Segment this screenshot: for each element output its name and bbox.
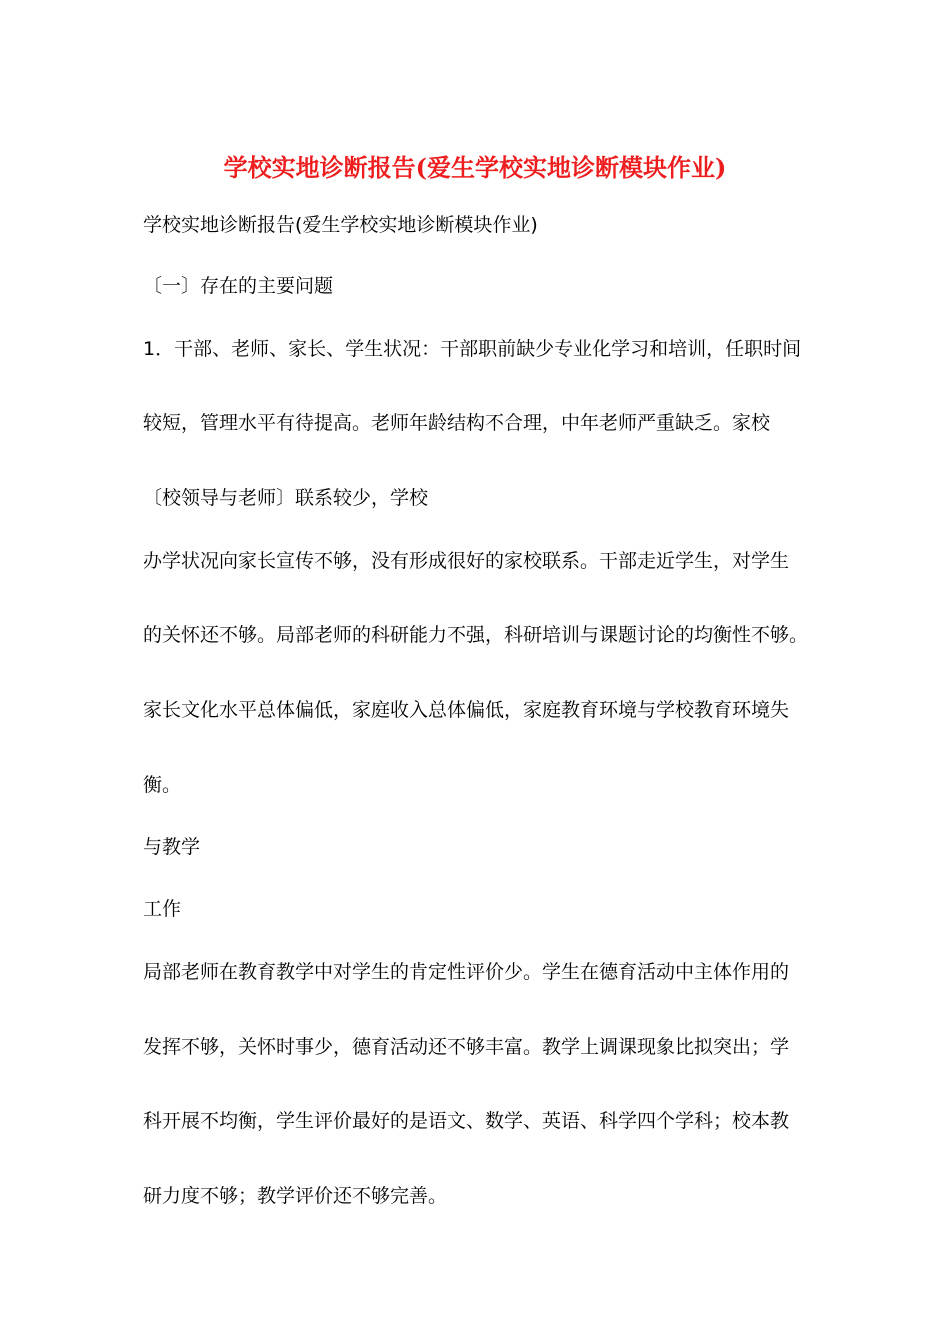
subtitle-line: 学校实地诊断报告(爱生学校实地诊断模块作业) xyxy=(143,214,538,236)
paragraph-line: 工作 xyxy=(143,898,182,920)
paragraph-line: 的关怀还不够。局部老师的科研能力不强，科研培训与课题讨论的均衡性不够。 xyxy=(143,624,809,646)
paragraph-line: 〔校领导与老师〕联系较少，学校 xyxy=(143,487,429,509)
section-heading: 〔一〕存在的主要问题 xyxy=(143,275,334,297)
paragraph-line: 局部老师在教育教学中对学生的肯定性评价少。学生在德育活动中主体作用的 xyxy=(143,961,790,983)
document-title: 学校实地诊断报告(爱生学校实地诊断模块作业) xyxy=(223,153,727,182)
paragraph-line: 较短，管理水平有待提高。老师年龄结构不合理，中年老师严重缺乏。家校 xyxy=(143,412,771,434)
paragraph-line: 研力度不够；教学评价还不够完善。 xyxy=(143,1185,448,1207)
paragraph-line: 办学状况向家长宣传不够，没有形成很好的家校联系。干部走近学生，对学生 xyxy=(143,550,790,572)
paragraph-line: 家长文化水平总体偏低，家庭收入总体偏低，家庭教育环境与学校教育环境失 xyxy=(143,699,790,721)
paragraph-line: 1．干部、老师、家长、学生状况：干部职前缺少专业化学习和培训，任职时间 xyxy=(143,338,802,360)
paragraph-line: 科开展不均衡，学生评价最好的是语文、数学、英语、科学四个学科；校本教 xyxy=(143,1110,790,1132)
paragraph-line: 与教学 xyxy=(143,836,201,858)
paragraph-line: 衡。 xyxy=(143,774,182,796)
paragraph-line: 发挥不够，关怀时事少，德育活动还不够丰富。教学上调课现象比拟突出；学 xyxy=(143,1036,790,1058)
